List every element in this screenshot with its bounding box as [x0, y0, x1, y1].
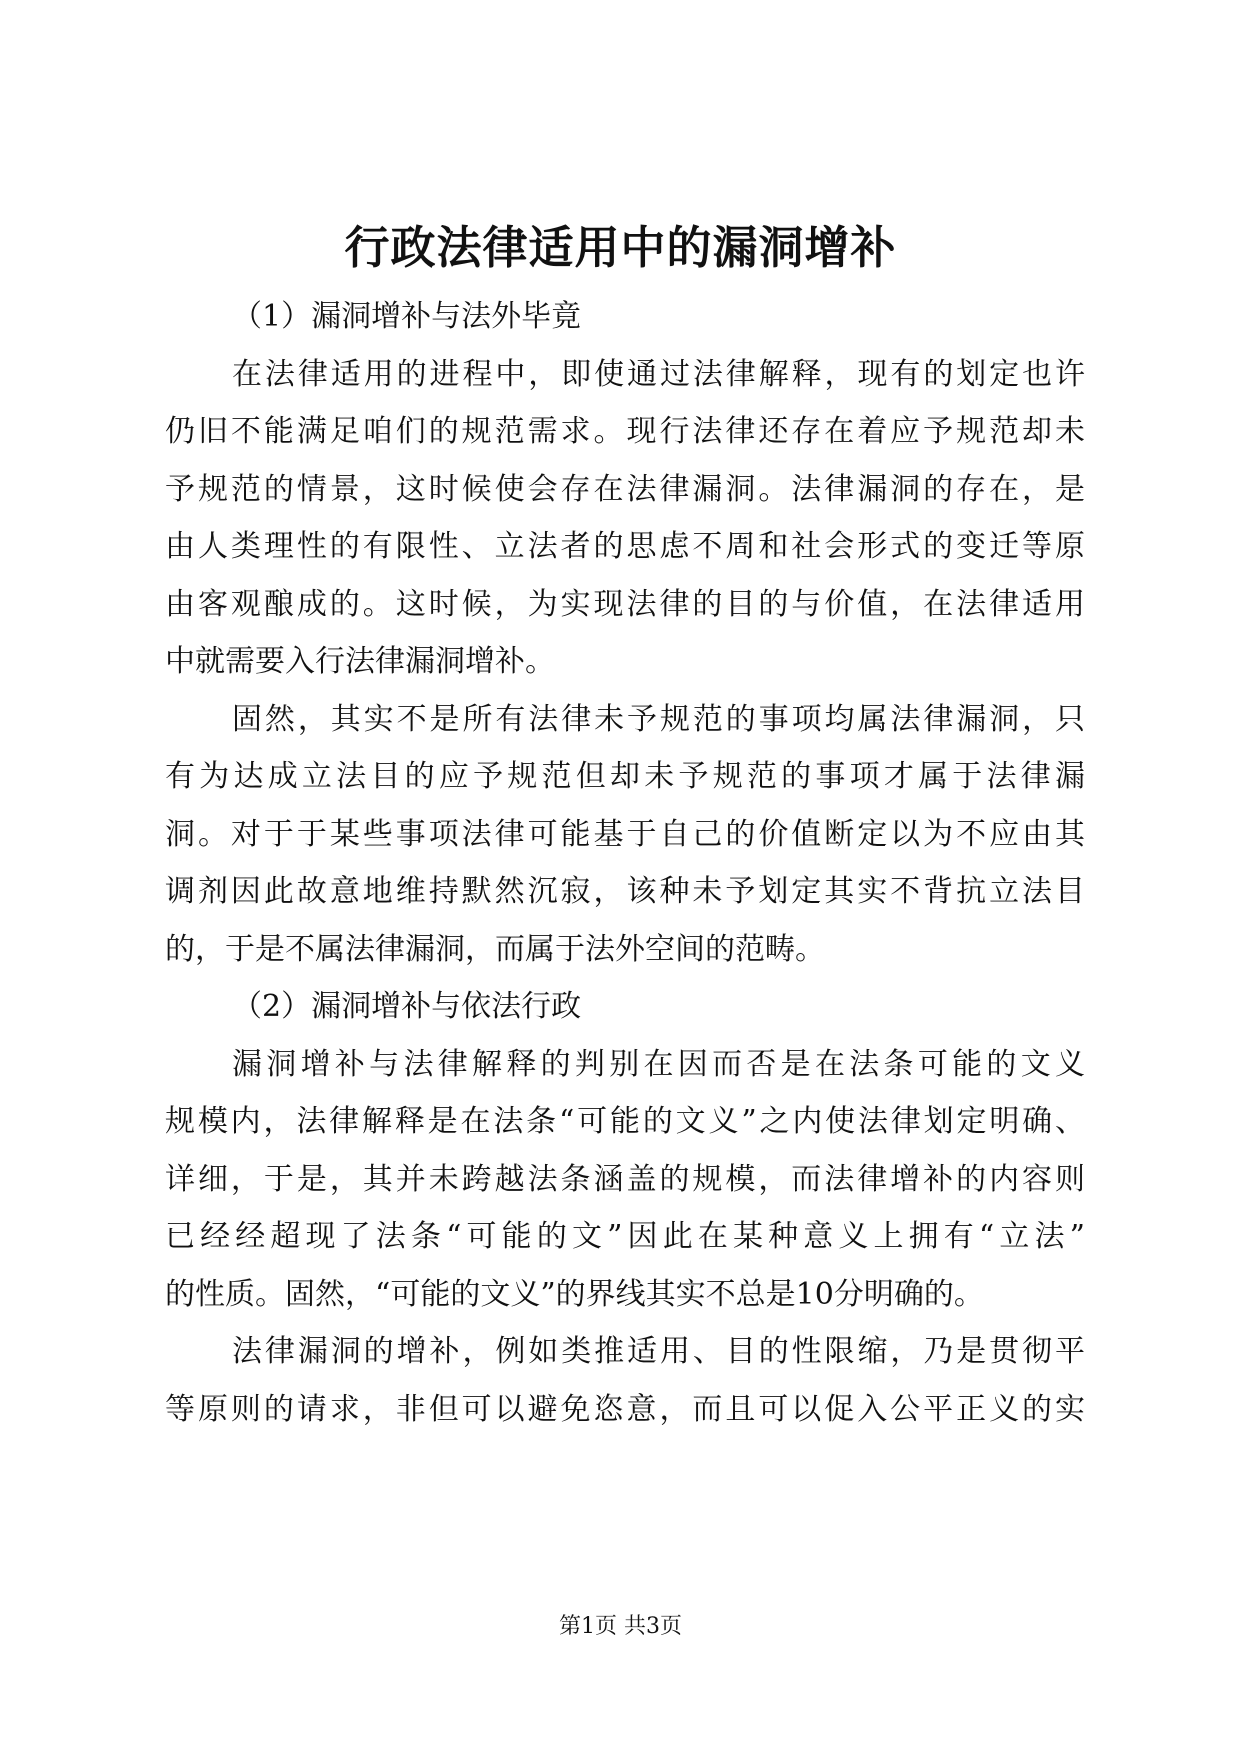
paragraph-line: 详细，于是，其并未跨越法条涵盖的规模，而法律增补的内容则 [165, 1161, 1085, 1197]
paragraph-line: 由客观酿成的。这时候，为实现法律的目的与价值，在法律适用 [165, 586, 1085, 622]
paragraph-line: 洞。对于于某些事项法律可能基于自己的价值断定以为不应由其 [165, 816, 1085, 852]
document-title: 行政法律适用中的漏洞增补 [344, 221, 897, 274]
paragraph-line: 漏洞增补与法律解释的判别在因而否是在法条可能的文义 [232, 1046, 1085, 1082]
paragraph-line: 规模内，法律解释是在法条“可能的文义”之内使法律划定明确、 [165, 1104, 1085, 1139]
paragraph-line: 有为达成立法目的应予规范但却未予规范的事项才属于法律漏 [165, 759, 1085, 794]
section-heading-2: （2）漏洞增补与依法行政 [232, 989, 582, 1024]
document-body [165, 288, 1085, 1438]
paragraph-line: 予规范的情景，这时候使会存在法律漏洞。法律漏洞的存在，是 [165, 471, 1085, 507]
paragraph-line: 的，于是不属法律漏洞，而属于法外空间的范畴。 [165, 931, 825, 967]
paragraph-line: 中就需要入行法律漏洞增补。 [165, 644, 555, 679]
section-heading-1: （1）漏洞增补与法外毕竟 [232, 299, 582, 334]
paragraph-line: 已经经超现了法条“可能的文”因此在某种意义上拥有“立法” [165, 1219, 1085, 1254]
paragraph-line: 调剂因此故意地维持默然沉寂，该种未予划定其实不背抗立法目 [165, 874, 1085, 909]
page-footer: 第1页 共3页 [559, 1614, 682, 1639]
paragraph-line: 在法律适用的进程中，即使通过法律解释，现有的划定也许 [232, 356, 1085, 392]
paragraph-line: 法律漏洞的增补，例如类推适用、目的性限缩，乃是贯彻平 [232, 1334, 1085, 1369]
paragraph-line: 的性质。固然，“可能的文义”的界线其实不总是10分明确的。 [165, 1276, 984, 1312]
paragraph-line: 等原则的请求，非但可以避免恣意，而且可以促入公平正义的实 [165, 1391, 1085, 1427]
paragraph-line: 由人类理性的有限性、立法者的思虑不周和社会形式的变迁等原 [165, 529, 1085, 564]
paragraph-line: 固然，其实不是所有法律未予规范的事项均属法律漏洞，只 [232, 701, 1085, 737]
paragraph-line: 仍旧不能满足咱们的规范需求。现行法律还存在着应予规范却未 [165, 414, 1085, 449]
